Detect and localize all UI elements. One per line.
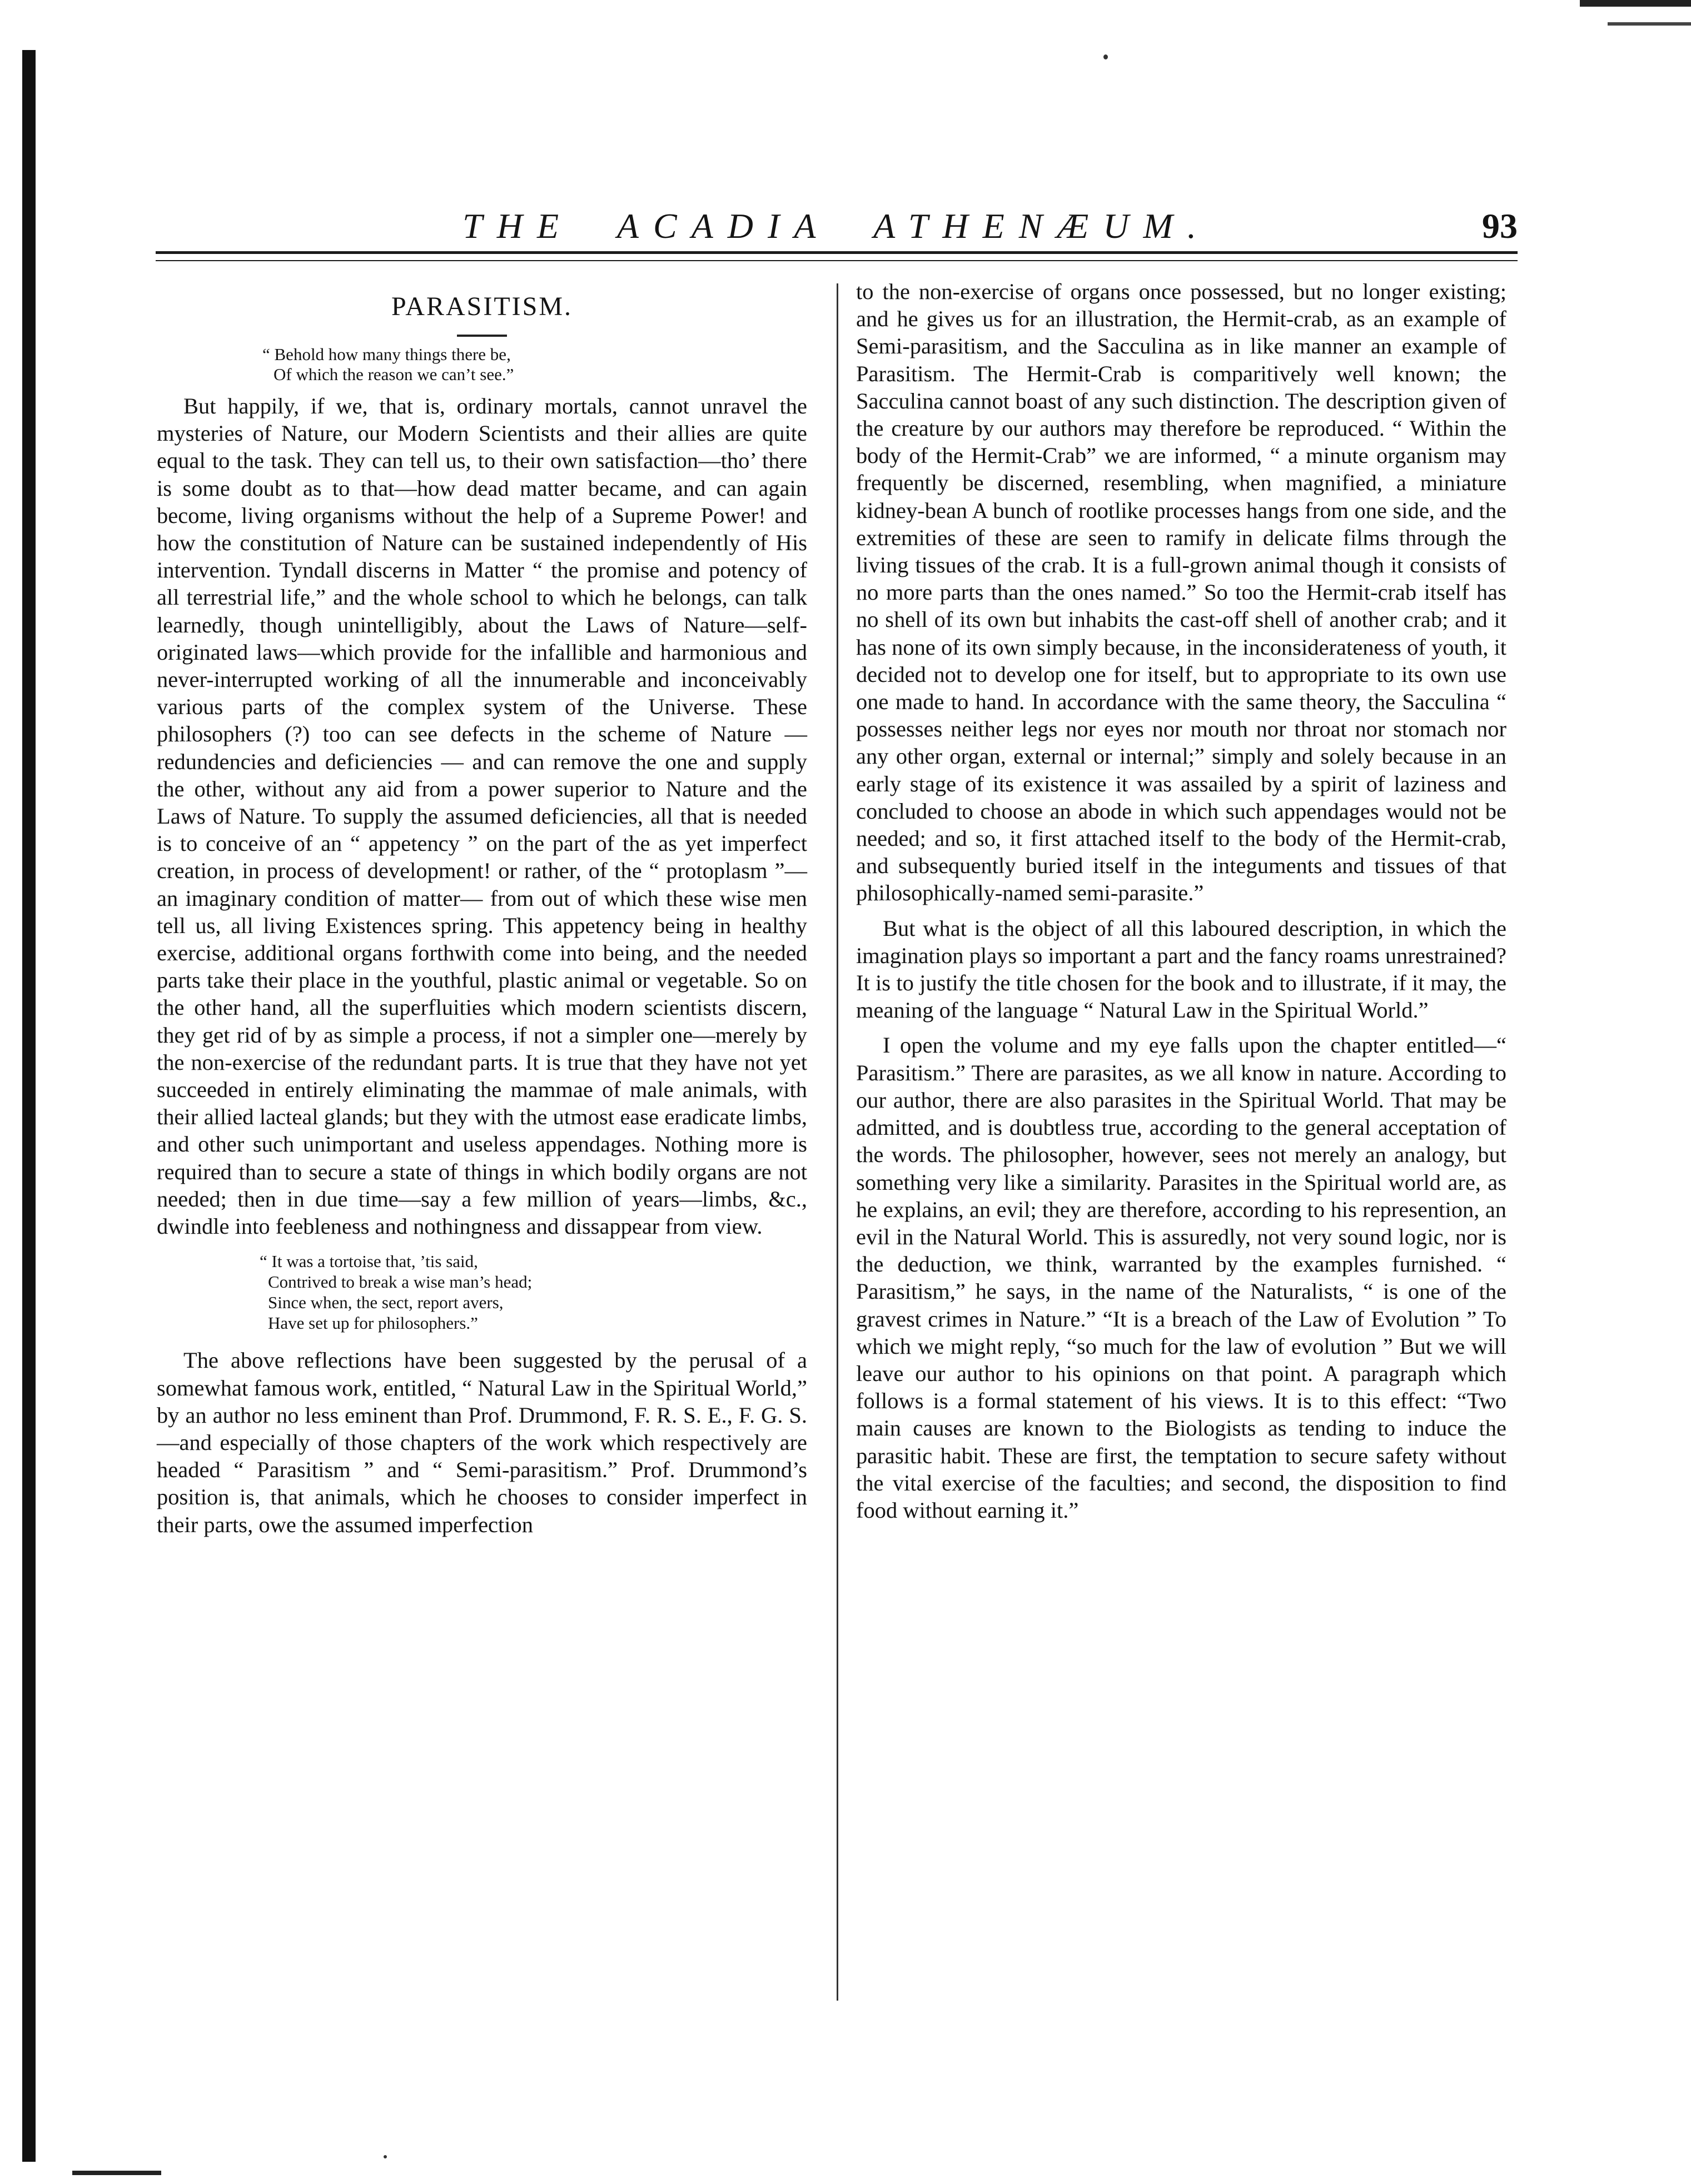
header-rule-thin xyxy=(156,260,1518,261)
verse-line: Contrived to break a wise man’s head; xyxy=(268,1272,533,1292)
corner-rule xyxy=(1580,0,1691,7)
body-paragraph: to the non-exercise of organs once possessed, but no longer existing; and he gives us for an illustration, the Hermit-crab, as an example of Semi-parasitism, and the Sacculina as in like manner an example of Parasitism. The Hermit-Crab is comparitively well known; the Sacculina cannot boast of any such distinction. The description given of the creature by our authors may therefore be reproduced. “ Within the body of the Hermit-Crab” we are informed, “ a minute organism may frequently be discerned, resembling, when magnified, a miniature kidney-bean A bunch of rootlike processes hangs from one side, and the extremities of these are seen to ramify in delicate films through the living tissues of the crab. It is a full-grown animal though it consists of no more parts than the ones named.” So too the Hermit-crab itself has no shell of its own but inhabits the cast-off shell of another crab; and it has none of its own simply because, in the inconsiderateness of youth, it decided not to develop one for itself, but to appropriate to its own use one made to hand. In accordance with the same theory, the Sacculina “ possesses neither legs nor eyes nor mouth nor throat nor stomach nor any other organ, external or internal;” simply and solely because in an early stage of its existence it was assailed by a spirit of laziness and concluded to choose an abode in which such appendages would not be needed; and so, it first attached itself to the body of the Hermit-crab, and subsequently buried itself in the integuments and tissues of that philosophically-named semi-parasite.” xyxy=(856,279,1506,906)
title-divider xyxy=(457,335,507,337)
article-title: PARASITISM. xyxy=(391,292,573,321)
body-paragraph: But happily, if we, that is, ordinary mortals, cannot unravel the mysteries of Nature, our Modern Scientists and their allies are quite equal to the task. They can tell us, to their own satisfaction—tho’ there is some doubt as to that—how dead matter became, and can again become, living organisms without the help of a Supreme Power! and how the constitution of Nature can be sustained independently of His intervention. Tyndall discerns in Matter “ the promise and potency of all terrestrial life,” and the whole school to which he belongs, can talk learnedly, though unintelligibly, about the Laws of Nature—self-originated laws—which provide for the infallible and harmonious and never-interrupted working of all the innumerable and inconceivably various parts of the complex system of the Universe. These philosophers (?) too can see defects in the scheme of Nature — redundencies and deficiencies — and can remove the one and supply the other, without any aid from a power superior to Nature and the Laws of Nature. To supply the assumed deficiencies, all that is needed is to conceive of an “ appetency ” on the part of the as yet imperfect creation, in process of development! or rather, of the “ protoplasm ”—an imaginary condition of matter— from out of which these wise men tell us, all living Existences spring. This appetency being in healthy exercise, additional organs forthwith come into being, and the needed parts take their place in the youthful, plastic animal or vegetable. So on the other hand, all the superfluities which modern scientists discern, they get rid of by as simple a process, if not a simpler one—merely by the non-exercise of the redundant parts. It is true that they have not yet succeeded in entirely eliminating the mammae of male animals, with their allied lacteal glands; but they with the utmost ease eradicate limbs, and other such unimportant and useless appendages. Nothing more is required than to secure a state of things in which bodily organs are not needed; then in due time—say a few million of years—limbs, &c., dwindle into feebleness and nothingness and dissappear from view. xyxy=(157,393,807,1239)
corner-rule-thin xyxy=(1608,22,1691,26)
bottom-rule xyxy=(72,2171,161,2175)
running-title: THE ACADIA ATHENÆUM. xyxy=(462,206,1211,246)
column-divider xyxy=(837,283,838,2001)
ink-speck xyxy=(384,2155,387,2158)
verse-line: Since when, the sect, report avers, xyxy=(268,1293,504,1313)
left-column xyxy=(157,278,807,1538)
epigraph-line: “ Behold how many things there be, xyxy=(262,345,511,364)
ink-speck xyxy=(1103,54,1108,59)
verse-quote xyxy=(157,1251,807,1333)
epigraph xyxy=(157,345,807,385)
page-number: 93 xyxy=(1482,206,1518,246)
body-paragraph: The above reflections have been suggested by the perusal of a somewhat famous work, entitled, “ Natural Law in the Spiritual World,” by an author no less eminent than Prof. Drummond, F. R. S. E., F. G. S.—and especially of those chapters of the work which respectively are headed “ Parasitism ” and “ Semi-parasitism.” Prof. Drummond’s position is, that animals, which he chooses to consider imperfect in their parts, owe the assumed imperfection xyxy=(157,1348,807,1537)
body-paragraph: I open the volume and my eye falls upon the chapter entitled—“ Parasitism.” There are parasites, as we all know in nature. According to our author, there are also parasites in the Spiritual World. That may be admitted, and is doubtless true, according to the general acceptation of the words. The philosopher, however, sees not merely an analogy, but something very like a similarity. Parasites in the Spiritual world are, as he explains, an evil; they are therefore, according to his represention, an evil in the Natural World. This is assuredly, not very sound logic, nor is the deduction, we think, warranted by the examples furnished. “ Parasitism,” he says, in the name of the Naturalists, “ is one of the gravest crimes in Nature.” “It is a breach of the Law of Evolution ” To which we might reply, “so much for the law of evolution ” But we will leave our author to his opinions on that point. A paragraph which follows is a formal statement of his views. It is to this effect: “Two main causes are known to the Biologists as tending to induce the parasitic habit. These are first, the temptation to secure safety without the vital exercise of the faculties; and second, the disposition to find food without earning it.” xyxy=(856,1033,1506,1523)
verse-line: Have set up for philosophers.” xyxy=(268,1313,478,1333)
right-column xyxy=(856,278,1506,1524)
page-header xyxy=(156,200,1518,267)
epigraph-line: Of which the reason we can’t see.” xyxy=(273,365,514,384)
body-paragraph: But what is the object of all this laboured description, in which the imagination plays so important a part and the fancy roams unrestrained? It is to justify the title chosen for the book and to illustrate, if it may, the meaning of the language “ Natural Law in the Spiritual World.” xyxy=(856,915,1506,1023)
header-rule-thick xyxy=(156,251,1518,254)
verse-line: “ It was a tortoise that, ’tis said, xyxy=(260,1251,478,1271)
page-binding-edge xyxy=(22,50,36,2162)
